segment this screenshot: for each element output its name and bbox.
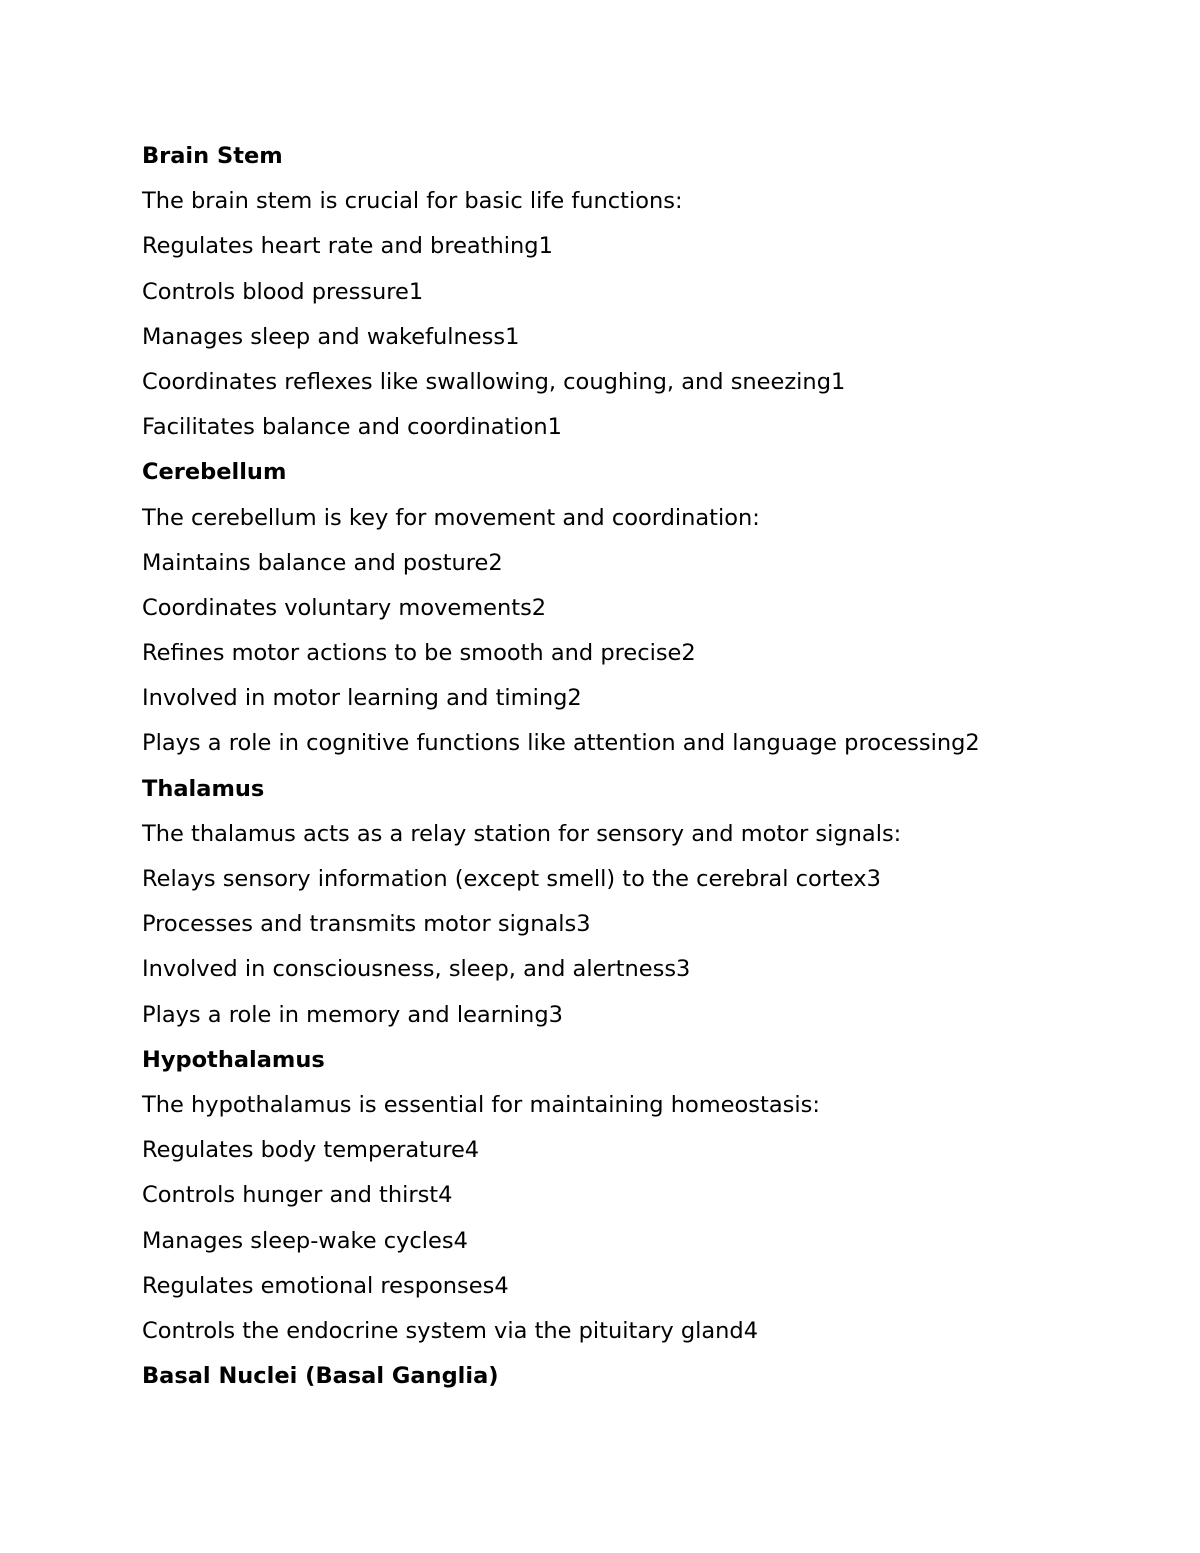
list-item: Involved in consciousness, sleep, and alertness3: [142, 956, 691, 983]
section-heading-basal-nuclei: Basal Nuclei (Basal Ganglia): [142, 1363, 499, 1390]
list-item: Processes and transmits motor signals3: [142, 911, 591, 938]
section-heading-hypothalamus: Hypothalamus: [142, 1046, 325, 1073]
list-item: Coordinates reflexes like swallowing, coughing, and sneezing1: [142, 368, 846, 395]
list-item: Manages sleep and wakefulness1: [142, 323, 520, 350]
section-intro-brain-stem: The brain stem is crucial for basic life functions:: [142, 188, 683, 215]
list-item: Maintains balance and posture2: [142, 549, 503, 576]
list-item: Relays sensory information (except smell) to the cerebral cortex3: [142, 866, 881, 892]
list-item: Manages sleep-wake cycles4: [142, 1227, 468, 1254]
document-page: [142, 134, 1142, 1399]
list-item: Facilitates balance and coordination1: [142, 414, 562, 441]
list-item: Involved in motor learning and timing2: [142, 685, 582, 712]
section-heading-cerebellum: Cerebellum: [142, 459, 287, 486]
section-intro-cerebellum: The cerebellum is key for movement and coordination:: [142, 504, 760, 531]
section-heading-brain-stem: Brain Stem: [142, 143, 283, 169]
list-item: Coordinates voluntary movements2: [142, 594, 547, 621]
list-item: Regulates emotional responses4: [142, 1272, 509, 1299]
list-item: Controls the endocrine system via the pituitary gland4: [142, 1317, 759, 1344]
list-item: Controls hunger and thirst4: [142, 1182, 453, 1209]
section-heading-thalamus: Thalamus: [142, 775, 265, 802]
list-item: Controls blood pressure1: [142, 278, 424, 305]
list-item: Regulates heart rate and breathing1: [142, 233, 553, 260]
list-item: Plays a role in memory and learning3: [142, 1001, 563, 1028]
list-item: Plays a role in cognitive functions like attention and language processing2: [142, 730, 980, 757]
list-item: Regulates body temperature4: [142, 1137, 480, 1164]
section-intro-thalamus: The thalamus acts as a relay station for sensory and motor signals:: [142, 820, 902, 847]
section-intro-hypothalamus: The hypothalamus is essential for maintaining homeostasis:: [142, 1091, 820, 1118]
list-item: Refines motor actions to be smooth and precise2: [142, 640, 696, 667]
